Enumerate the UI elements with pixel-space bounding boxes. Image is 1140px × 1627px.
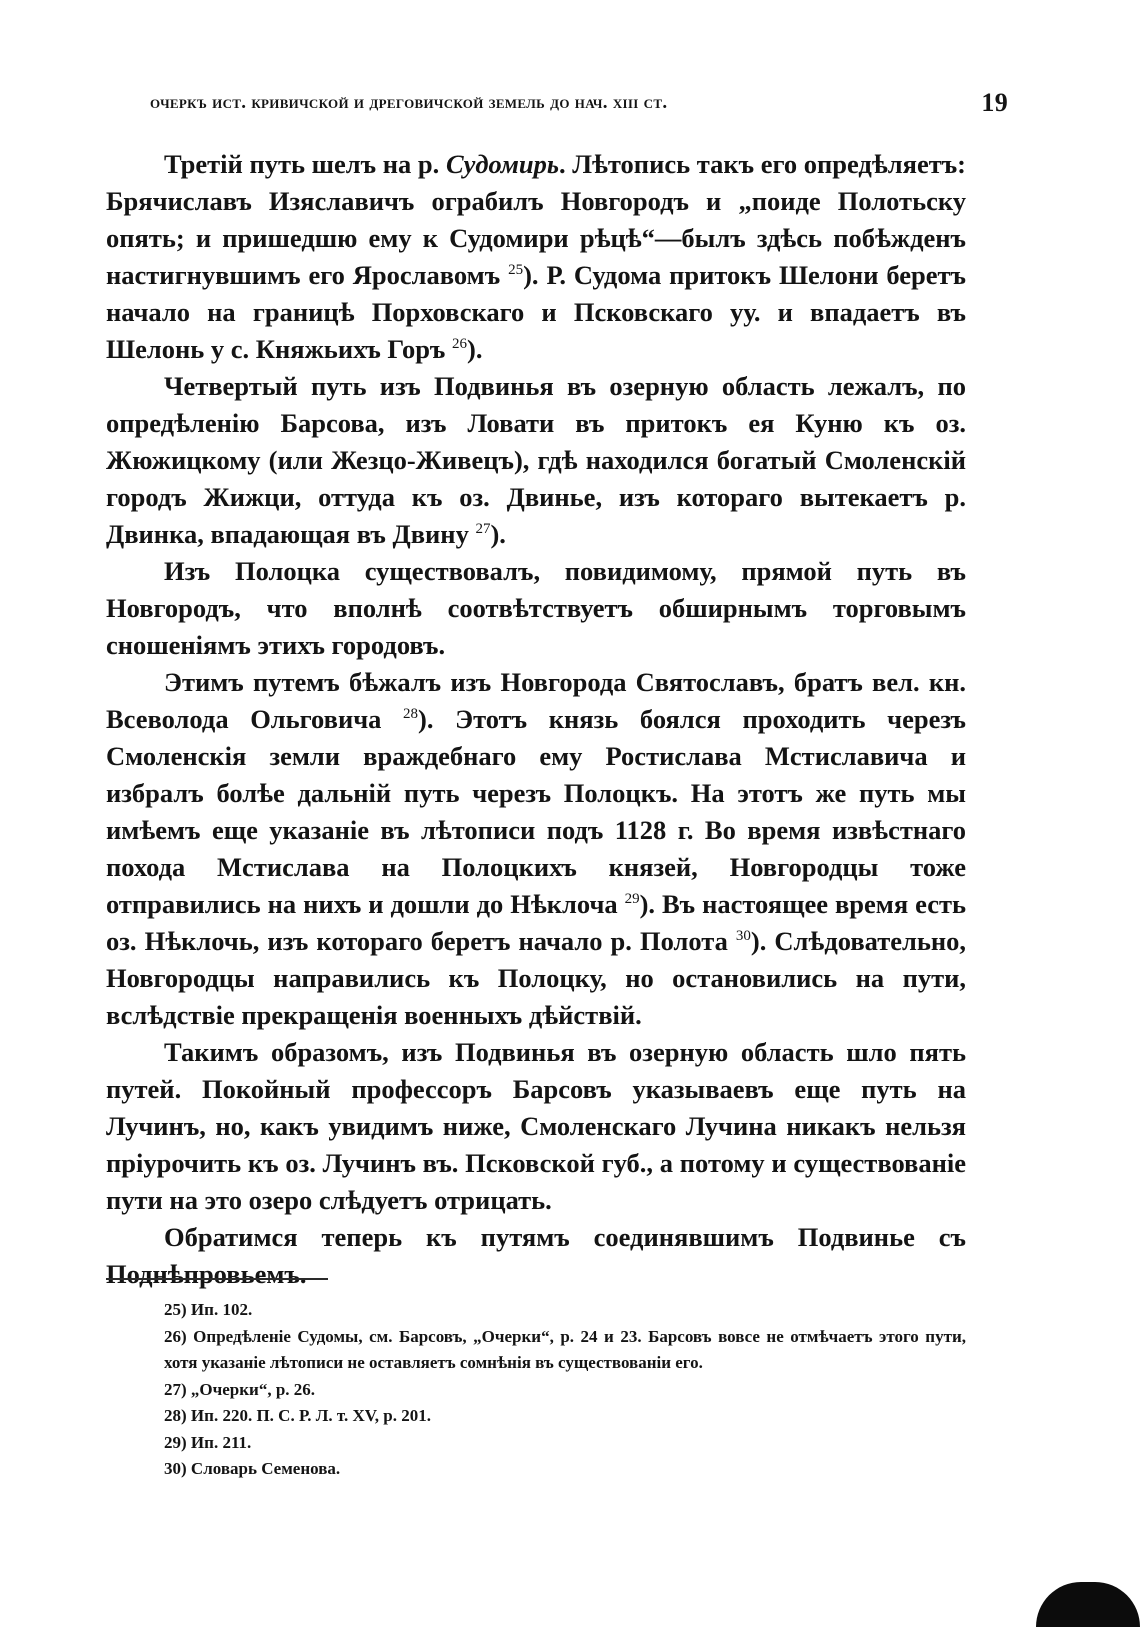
running-header (150, 88, 1008, 122)
footnote-separator (106, 1278, 328, 1280)
footnote (106, 1403, 966, 1430)
footnote (106, 1456, 966, 1483)
paragraph (106, 664, 966, 1034)
footnote (106, 1430, 966, 1457)
paragraph (106, 146, 966, 368)
scan-artifact (1036, 1582, 1140, 1627)
footnotes (106, 1297, 966, 1483)
footnote-mark: 27) (164, 1379, 187, 1399)
text-run: ). Въ настоящее время есть оз. Нѣклочь, изъ котораго беретъ начало р. Полота (106, 889, 966, 956)
text-run: Обратимся теперь къ путямъ соединявшимъ Подвинье съ Поднѣпровьемъ. (106, 1222, 966, 1289)
footnote (106, 1377, 966, 1404)
footnote (106, 1297, 966, 1324)
footnote-text: Словарь Семенова. (186, 1459, 341, 1478)
footnote-mark: 30) (164, 1459, 187, 1478)
footnote-ref: 28 (403, 706, 419, 723)
footnote-ref: 29 (624, 891, 640, 908)
footnote-ref: 26 (452, 336, 468, 353)
paragraph (106, 1219, 966, 1293)
text-run: ). (490, 519, 506, 549)
text-run: Четвертый путь изъ Подвинья въ озерную область лежалъ, по опредѣленію Барсова, изъ Ловати въ притокъ ея Куню къ оз. Жюжицкому (или Жезцо-Живецъ), гдѣ находился богатый Смоленскій городъ Жижци, оттуда къ оз. Двинье, изъ котораго вытекаетъ р. Двинка, впадающая въ Двину (106, 371, 966, 549)
paragraph (106, 553, 966, 664)
footnote-text: Ип. 220. П. С. Р. Л. т. XV, р. 201. (186, 1406, 432, 1425)
paragraph (106, 368, 966, 553)
footnote-ref: 25 (508, 262, 524, 279)
footnote-ref: 27 (475, 521, 491, 538)
text-run: Третій путь шелъ на р. (164, 149, 446, 179)
text-run: Этимъ путемъ бѣжалъ изъ Новгорода Святославъ, братъ вел. кн. Всеволода Ольговича (106, 667, 966, 734)
footnote-ref: 30 (735, 928, 751, 945)
text-run: ). Этотъ князь боялся проходить черезъ Смоленскія земли враждебнаго ему Ростислава Мстиславича и избралъ болѣе дальній путь черезъ Полоцкъ. На этотъ же путь мы имѣемъ еще указаніе въ лѣтописи подъ 1128 г. Во время извѣстнаго похода Мстислава на Полоцкихъ князей, Новгородцы тоже отправились на нихъ и дошли до Нѣклоча (106, 704, 966, 919)
footnote-mark: 26) (164, 1326, 187, 1346)
footnote-text: „Очерки“, р. 26. (186, 1379, 316, 1399)
italic-text: Судомирь (445, 149, 559, 179)
text-run: ). (467, 334, 483, 364)
footnote-mark: 25) (164, 1300, 187, 1319)
text-run: . Лѣтопись такъ его опредѣляетъ: Брячиславъ Изяславичъ ограбилъ Новгородъ и „поиде Полотьску опять; и пришедшю ему к Судомири рѣцѣ“—былъ здѣсь побѣжденъ настигнувшимъ его Ярославомъ (106, 149, 966, 290)
text-run: ). Р. Судома притокъ Шелони беретъ начало на границѣ Порховскаго и Псковскаго уу. и впадаетъ въ Шелонь у с. Княжьихъ Горъ (106, 260, 966, 364)
text-run: Изъ Полоцка существовалъ, повидимому, прямой путь въ Новгородъ, что вполнѣ соотвѣтствуетъ обширнымъ торговымъ сношеніямъ этихъ городовъ. (106, 556, 966, 660)
footnote-text: Опредѣленіе Судомы, см. Барсовъ, „Очерки“, р. 24 и 23. Барсовъ вовсе не отмѣчаетъ этого пути, хотя указаніе лѣтописи не оставляетъ сомнѣнія въ существованіи его. (164, 1326, 966, 1372)
footnote-text: Ип. 211. (186, 1432, 252, 1452)
text-run: ). Слѣдовательно, Новгородцы направились къ Полоцку, но остановились на пути, вслѣдствіе прекращенія военныхъ дѣйствій. (106, 926, 966, 1030)
footnote-text: Ип. 102. (186, 1300, 253, 1319)
page-number: 19 (981, 88, 1008, 117)
footnote-mark: 29) (164, 1432, 187, 1452)
footnote-mark: 28) (164, 1406, 187, 1425)
running-title: очеркъ ист. кривичской и дреговичской земель до нач. xiii ст. (150, 92, 668, 113)
text-run: Такимъ образомъ, изъ Подвинья въ озерную область шло пять путей. Покойный профессоръ Барсовъ указываевъ еще путь на Лучинъ, но, какъ увидимъ ниже, Смоленскаго Лучина никакъ нельзя пріурочить къ оз. Лучинъ въ. Псковской губ., а потому и существованіе пути на это озеро слѣдуетъ отрицать. (106, 1037, 966, 1215)
body-text (106, 146, 966, 1293)
footnote (106, 1324, 966, 1377)
paragraph (106, 1034, 966, 1219)
